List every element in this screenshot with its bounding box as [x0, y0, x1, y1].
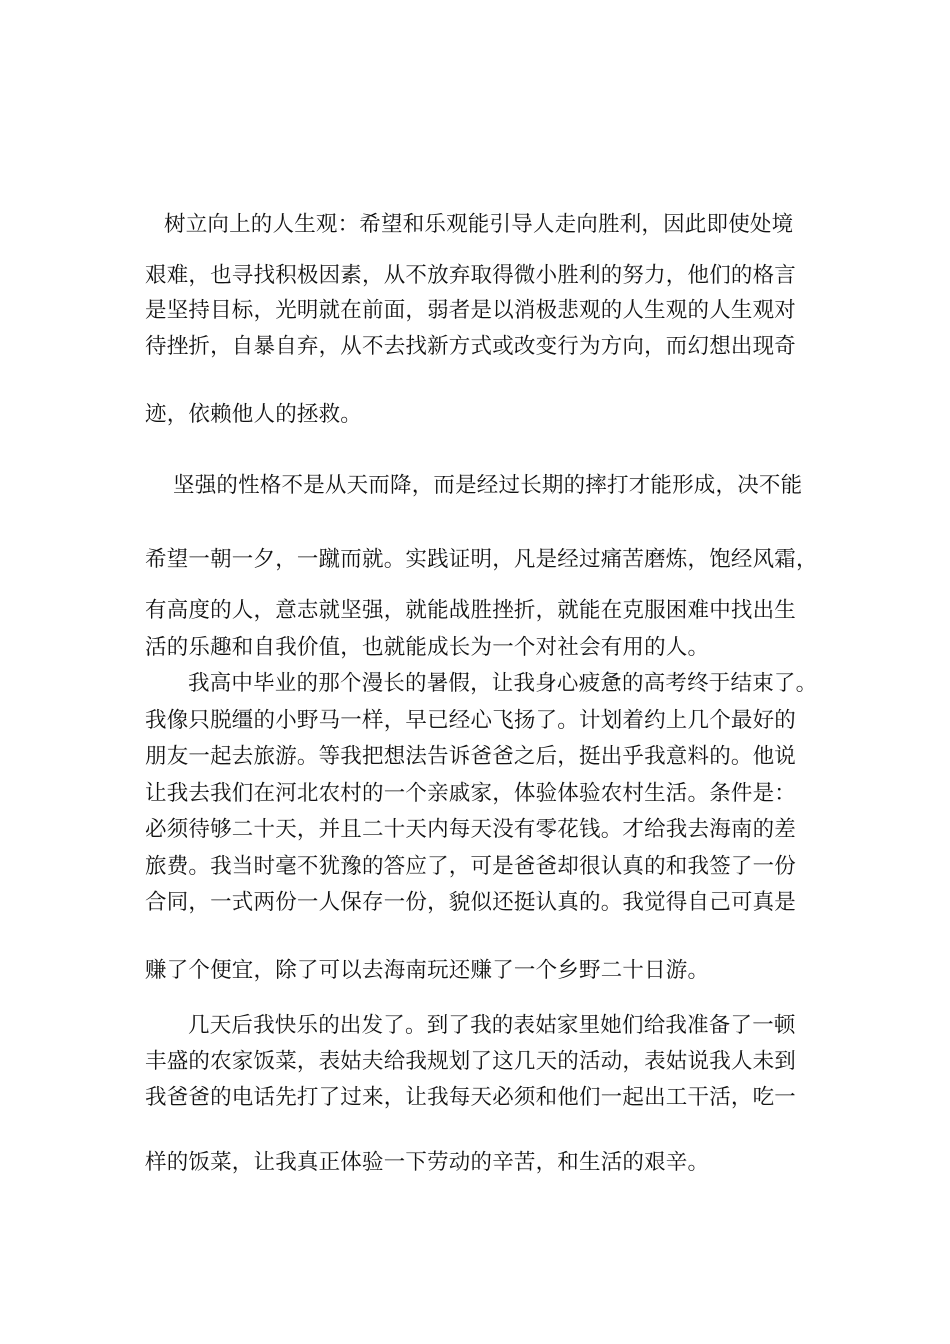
paragraph-2-line-1: 坚强的性格不是从天而降，而是经过长期的摔打才能形成，决不能 [173, 473, 803, 498]
paragraph-1-line-1: 树立向上的人生观：希望和乐观能引导人走向胜利，因此即使处境 [164, 212, 794, 237]
paragraph-3-line-2: 我像只脱缰的小野马一样，早已经心飞扬了。计划着约上几个最好的 [145, 708, 797, 733]
paragraph-2-line-4: 活的乐趣和自我价值，也就能成长为一个对社会有用的人。 [145, 635, 710, 660]
paragraph-2-line-3: 有高度的人，意志就坚强，就能战胜挫折，就能在克服困难中找出生 [145, 598, 797, 623]
paragraph-1-line-4: 待挫折，自暴自弃，从不去找新方式或改变行为方向，而幻想出现奇 [145, 334, 797, 359]
paragraph-4-line-2: 丰盛的农家饭菜，表姑夫给我规划了这几天的活动，表姑说我人未到 [145, 1049, 797, 1074]
paragraph-4-line-4: 样的饭菜，让我真正体验一下劳动的辛苦，和生活的艰辛。 [145, 1150, 710, 1175]
paragraph-1-line-3: 是坚持目标，光明就在前面，弱者是以消极悲观的人生观的人生观对 [145, 298, 797, 323]
paragraph-2-line-2: 希望一朝一夕，一蹴而就。实践证明，凡是经过痛苦磨炼，饱经风霜， [145, 547, 818, 572]
paragraph-1-line-2: 艰难，也寻找积极因素，从不放弃取得微小胜利的努力，他们的格言 [145, 263, 797, 288]
paragraph-3-line-8: 赚了个便宜，除了可以去海南玩还赚了一个乡野二十日游。 [145, 958, 710, 983]
paragraph-4-line-1: 几天后我快乐的出发了。到了我的表姑家里她们给我准备了一顿 [188, 1013, 796, 1038]
paragraph-3-line-3: 朋友一起去旅游。等我把想法告诉爸爸之后，挺出乎我意料的。他说 [145, 744, 797, 769]
paragraph-3-line-7: 合同，一式两份一人保存一份，貌似还挺认真的。我觉得自己可真是 [145, 890, 797, 915]
paragraph-3-line-5: 必须待够二十天，并且二十天内每天没有零花钱。才给我去海南的差 [145, 817, 797, 842]
paragraph-1-line-5: 迹，依赖他人的拯救。 [145, 402, 363, 427]
paragraph-4-line-3: 我爸爸的电话先打了过来，让我每天必须和他们一起出工干活，吃一 [145, 1085, 797, 1110]
paragraph-3-line-4: 让我去我们在河北农村的一个亲戚家，体验体验农村生活。条件是： [145, 781, 797, 806]
paragraph-3-line-1: 我高中毕业的那个漫长的暑假，让我身心疲惫的高考终于结束了。 [188, 671, 818, 696]
paragraph-3-line-6: 旅费。我当时毫不犹豫的答应了，可是爸爸却很认真的和我签了一份 [145, 854, 797, 879]
